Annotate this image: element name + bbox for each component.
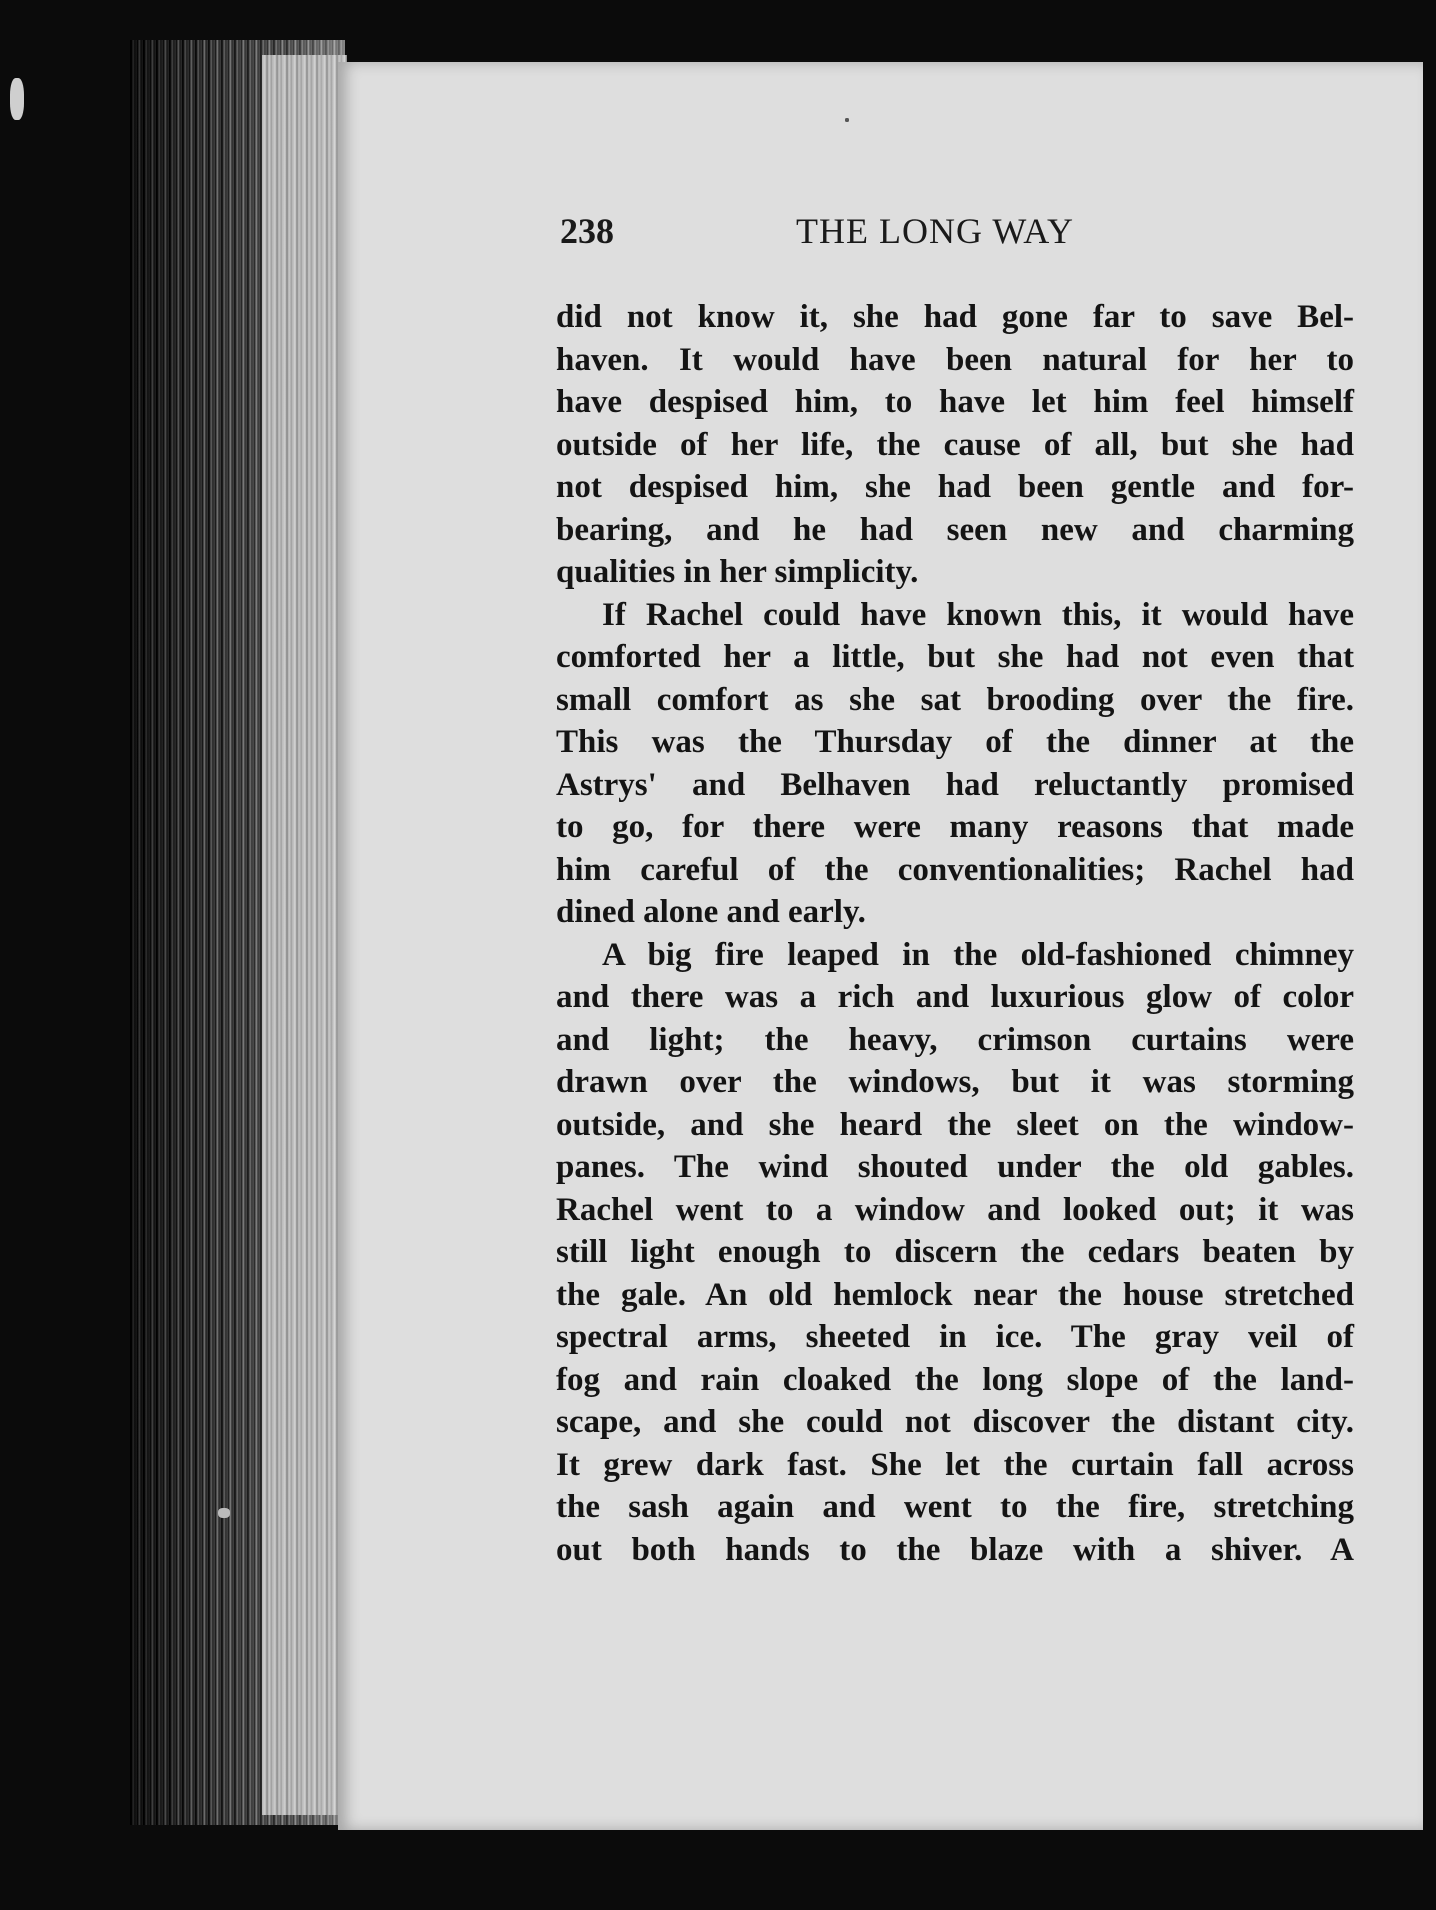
text-line: This was the Thursday of the dinner at the [556, 724, 1354, 760]
text-line: have despised him, to have let him feel himself [556, 384, 1354, 420]
text-line: the sash again and went to the fire, stretching [556, 1489, 1354, 1525]
text-line: and light; the heavy, crimson curtains were [556, 1021, 1354, 1058]
book-title: THE LONG WAY [796, 211, 1074, 251]
text-line: did not know it, she had gone far to save Bel- [556, 299, 1354, 335]
scan-speck [845, 118, 849, 122]
text-line: Rachel went to a window and looked out; it was [556, 1191, 1354, 1228]
text-line: qualities in her simplicity. [556, 554, 919, 590]
text-line: scape, and she could not discover the distant city. [556, 1404, 1354, 1440]
page-number: 238 [560, 211, 614, 251]
book-page-edges-highlight [262, 55, 347, 1815]
text-line: Astrys' and Belhaven had reluctantly promised [556, 766, 1354, 803]
text-line: comforted her a little, but she had not even that [556, 639, 1354, 675]
text-line: bearing, and he had seen new and charming [556, 511, 1354, 548]
text-line: A big fire leaped in the old-fashioned chimney [602, 936, 1354, 973]
scan-speck [218, 1508, 230, 1518]
text-line: fog and rain cloaked the long slope of the land- [556, 1361, 1354, 1398]
text-line: panes. The wind shouted under the old gables. [556, 1149, 1354, 1185]
text-line: If Rachel could have known this, it would have [602, 596, 1354, 633]
paragraph [556, 594, 1354, 934]
text-line: small comfort as she sat brooding over the fire. [556, 681, 1354, 718]
text-line: spectral arms, sheeted in ice. The gray veil of [556, 1319, 1354, 1355]
text-line: outside, and she heard the sleet on the window- [556, 1106, 1354, 1143]
paragraph [556, 296, 1354, 594]
text-line: outside of her life, the cause of all, but she had [556, 426, 1354, 463]
paragraph [556, 934, 1354, 1572]
text-line: dined alone and early. [556, 894, 866, 930]
running-head [560, 210, 1120, 260]
text-line: the gale. An old hemlock near the house stretched [556, 1276, 1354, 1313]
text-line: to go, for there were many reasons that made [556, 809, 1354, 845]
body-text [556, 296, 1354, 1571]
text-line: still light enough to discern the cedars beaten by [556, 1234, 1354, 1270]
text-line: him careful of the conventionalities; Rachel had [556, 851, 1354, 888]
text-line: out both hands to the blaze with a shiver. A [556, 1531, 1354, 1568]
text-line: drawn over the windows, but it was storming [556, 1064, 1354, 1100]
text-line: It grew dark fast. She let the curtain fall across [556, 1446, 1354, 1483]
scan-speck [10, 78, 24, 120]
text-line: haven. It would have been natural for her to [556, 341, 1354, 378]
text-line: not despised him, she had been gentle and for- [556, 469, 1354, 505]
text-line: and there was a rich and luxurious glow of color [556, 979, 1354, 1015]
